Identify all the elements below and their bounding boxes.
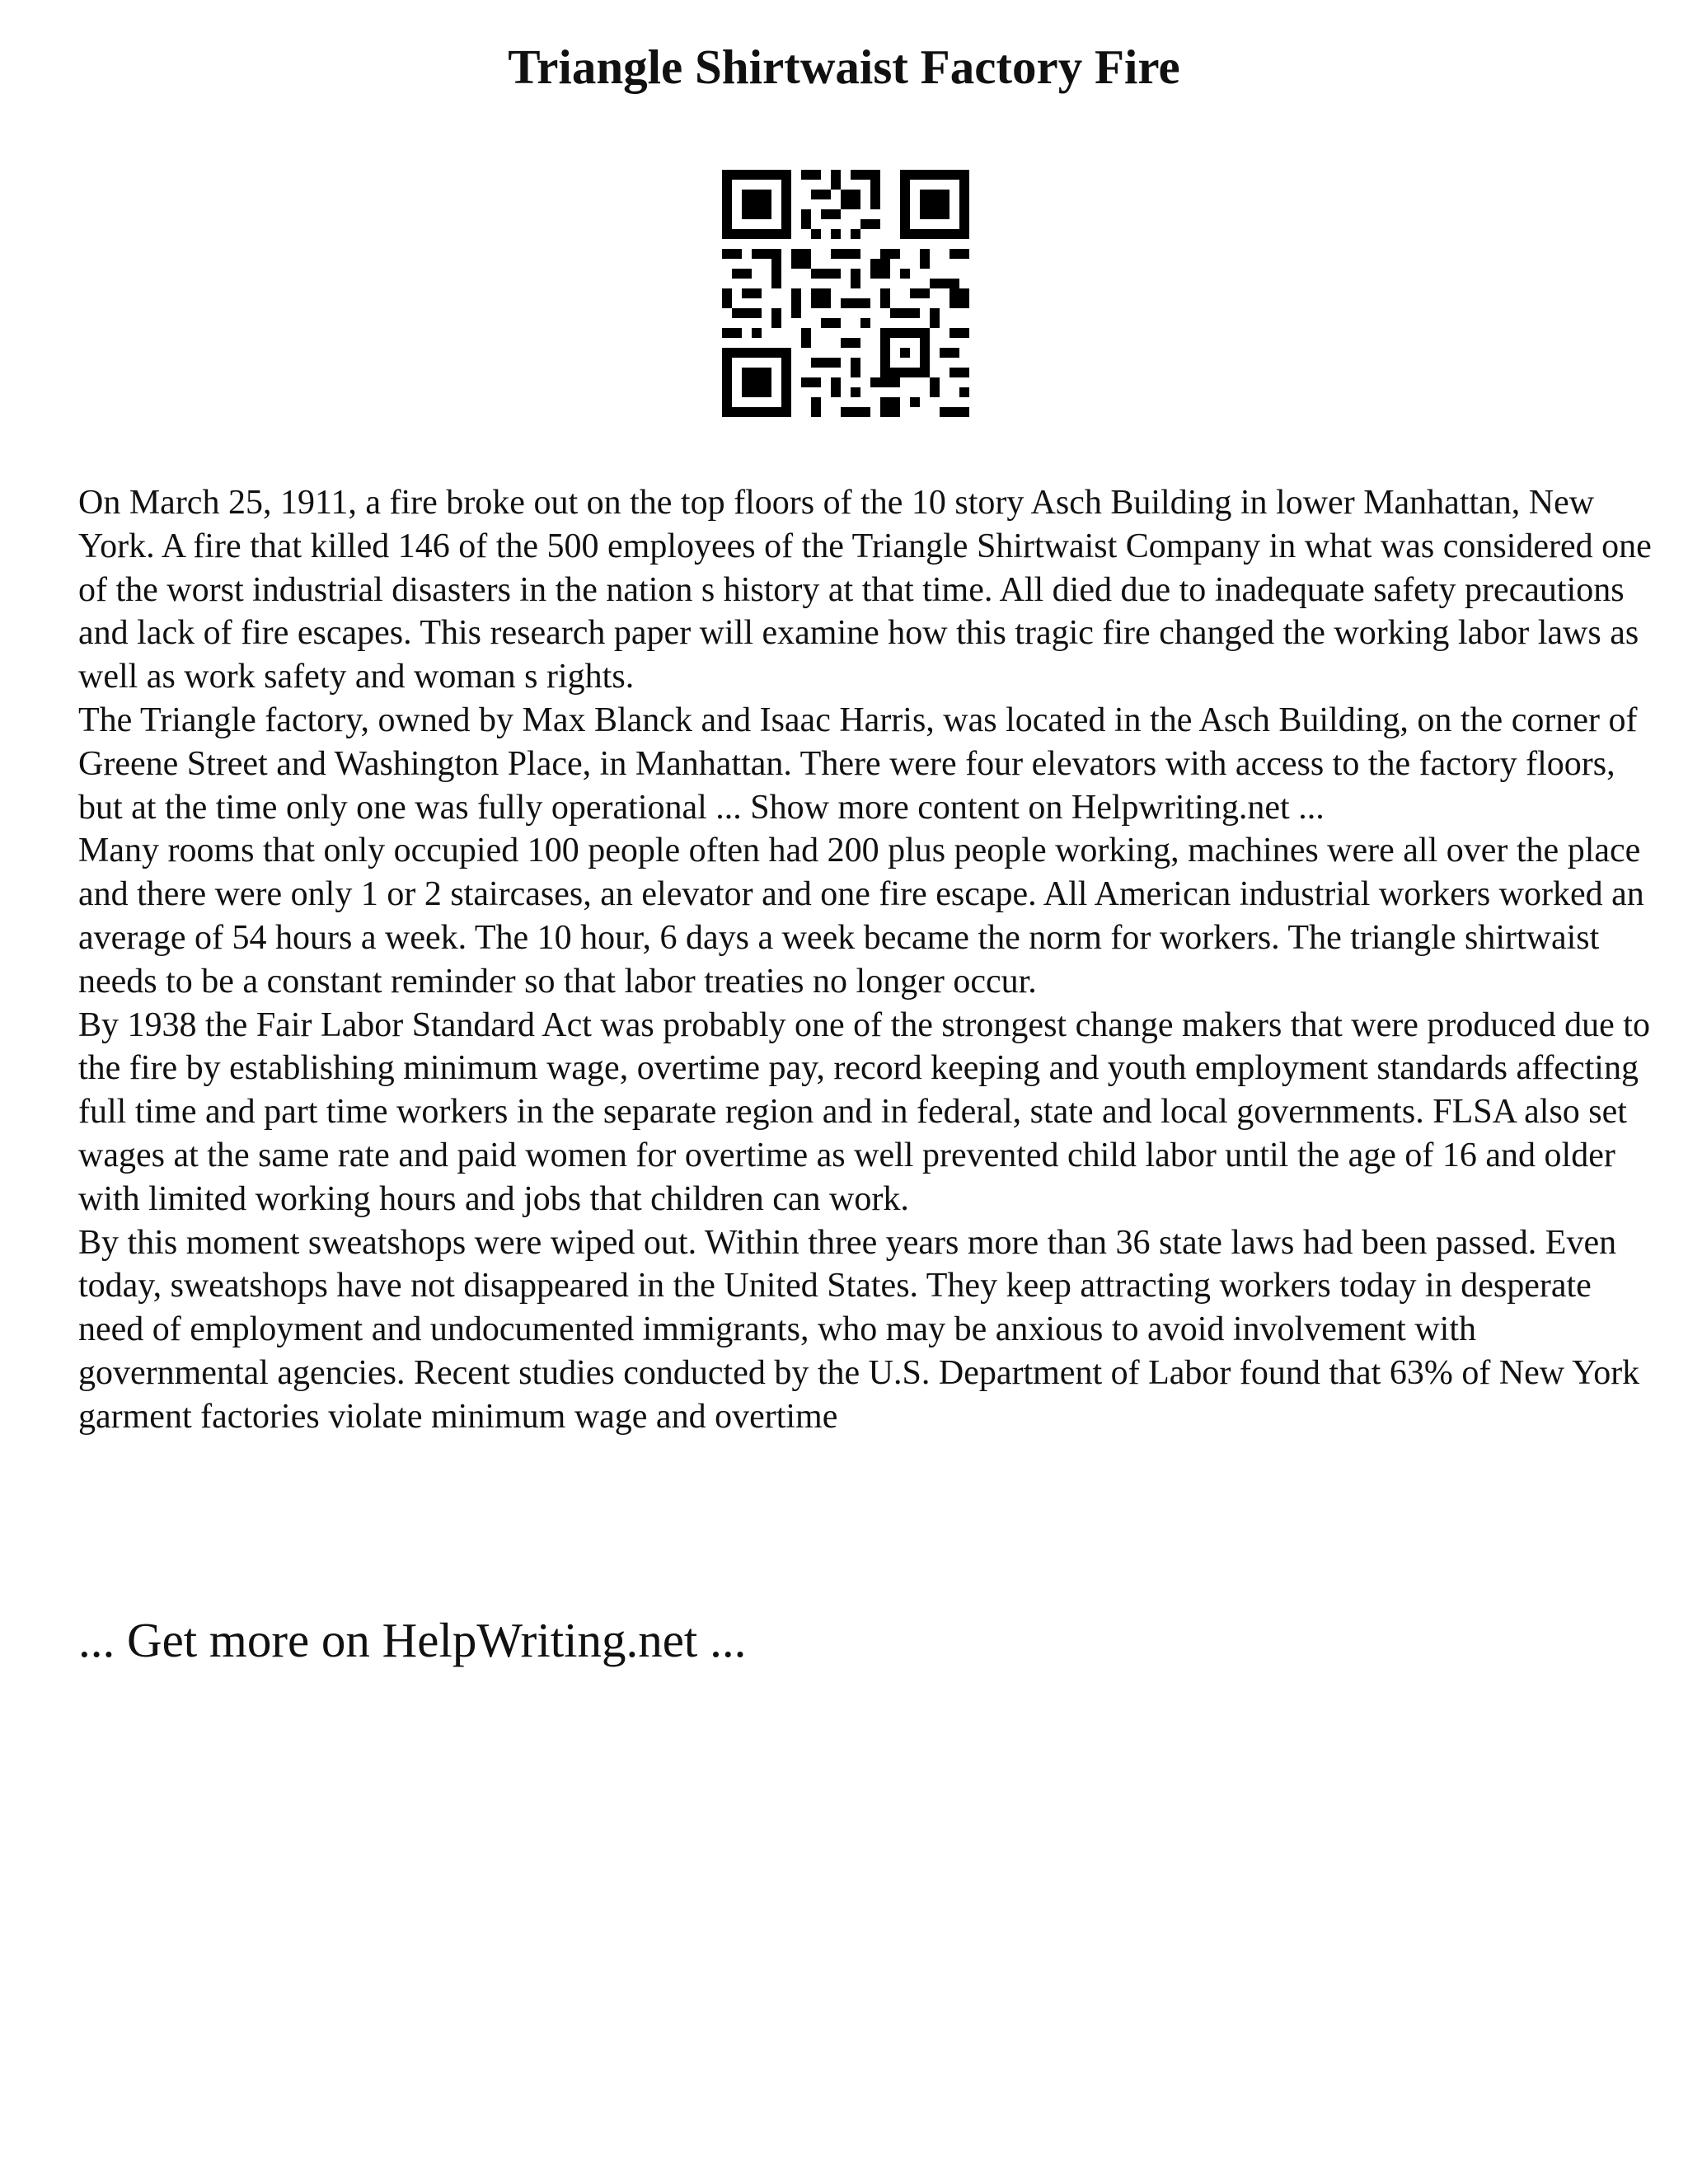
paragraph-conditions: Many rooms that only occupied 100 people often had 200 plus people working, machines were all over the place and there were only 1 or 2 staircases, an elevator and one fire escape. All American industrial workers worked an average of 54 hours a week. The 10 hour, 6 days a week became the norm for workers. The triangle shirtwaist needs to be a constant reminder so that labor treaties no longer occur.: [78, 832, 1644, 1001]
paragraph-factory: The Triangle factory, owned by Max Blanck and Isaac Harris, was located in the Asch Building, on the corner of Greene Street and Washington Place, in Manhattan. There were four elevators with access to the factory floors, but at the time only one was fully operational ... Show more content on Helpwriting.net ...: [78, 701, 1638, 827]
paragraph-sweatshops: By this moment sweatshops were wiped out. Within three years more than 36 state laws had been passed. Even today, sweatshops have not disappeared in the United States. They keep attracting workers today in desperate need of employment and undocumented immigrants, who may be anxious to avoid involvement with governmental agencies. Recent studies conducted by the U.S. Department of Labor found that 63% of New York garment factories violate minimum wage and overtime: [78, 1223, 1640, 1436]
paragraph-flsa: By 1938 the Fair Labor Standard Act was probably one of the strongest change makers that were produced due to the fire by establishing minimum wage, overtime pay, record keeping and youth employment standards affecting full time and part time workers in the separate region and in federal, state and local governments. FLSA also set wages at the same rate and paid women for overtime as well prevented child labor until the age of 16 and older with limited working hours and jobs that children can work.: [78, 1005, 1650, 1218]
qr-code-icon[interactable]: [722, 170, 969, 417]
get-more-link[interactable]: ... Get more on HelpWriting.net ...: [78, 1613, 747, 1667]
article-body: [78, 481, 1661, 1439]
paragraph-intro: On March 25, 1911, a fire broke out on the top floors of the 10 story Asch Building in lower Manhattan, New York. A fire that killed 146 of the 500 employees of the Triangle Shirtwaist Company in what was considered one of the worst industrial disasters in the nation s history at that time. All died due to inadequate safety precautions and lack of fire escapes. This research paper will examine how this tragic fire changed the working labor laws as well as work safety and woman s rights.: [78, 484, 1652, 696]
page-title: Triangle Shirtwaist Factory Fire: [508, 40, 1180, 94]
